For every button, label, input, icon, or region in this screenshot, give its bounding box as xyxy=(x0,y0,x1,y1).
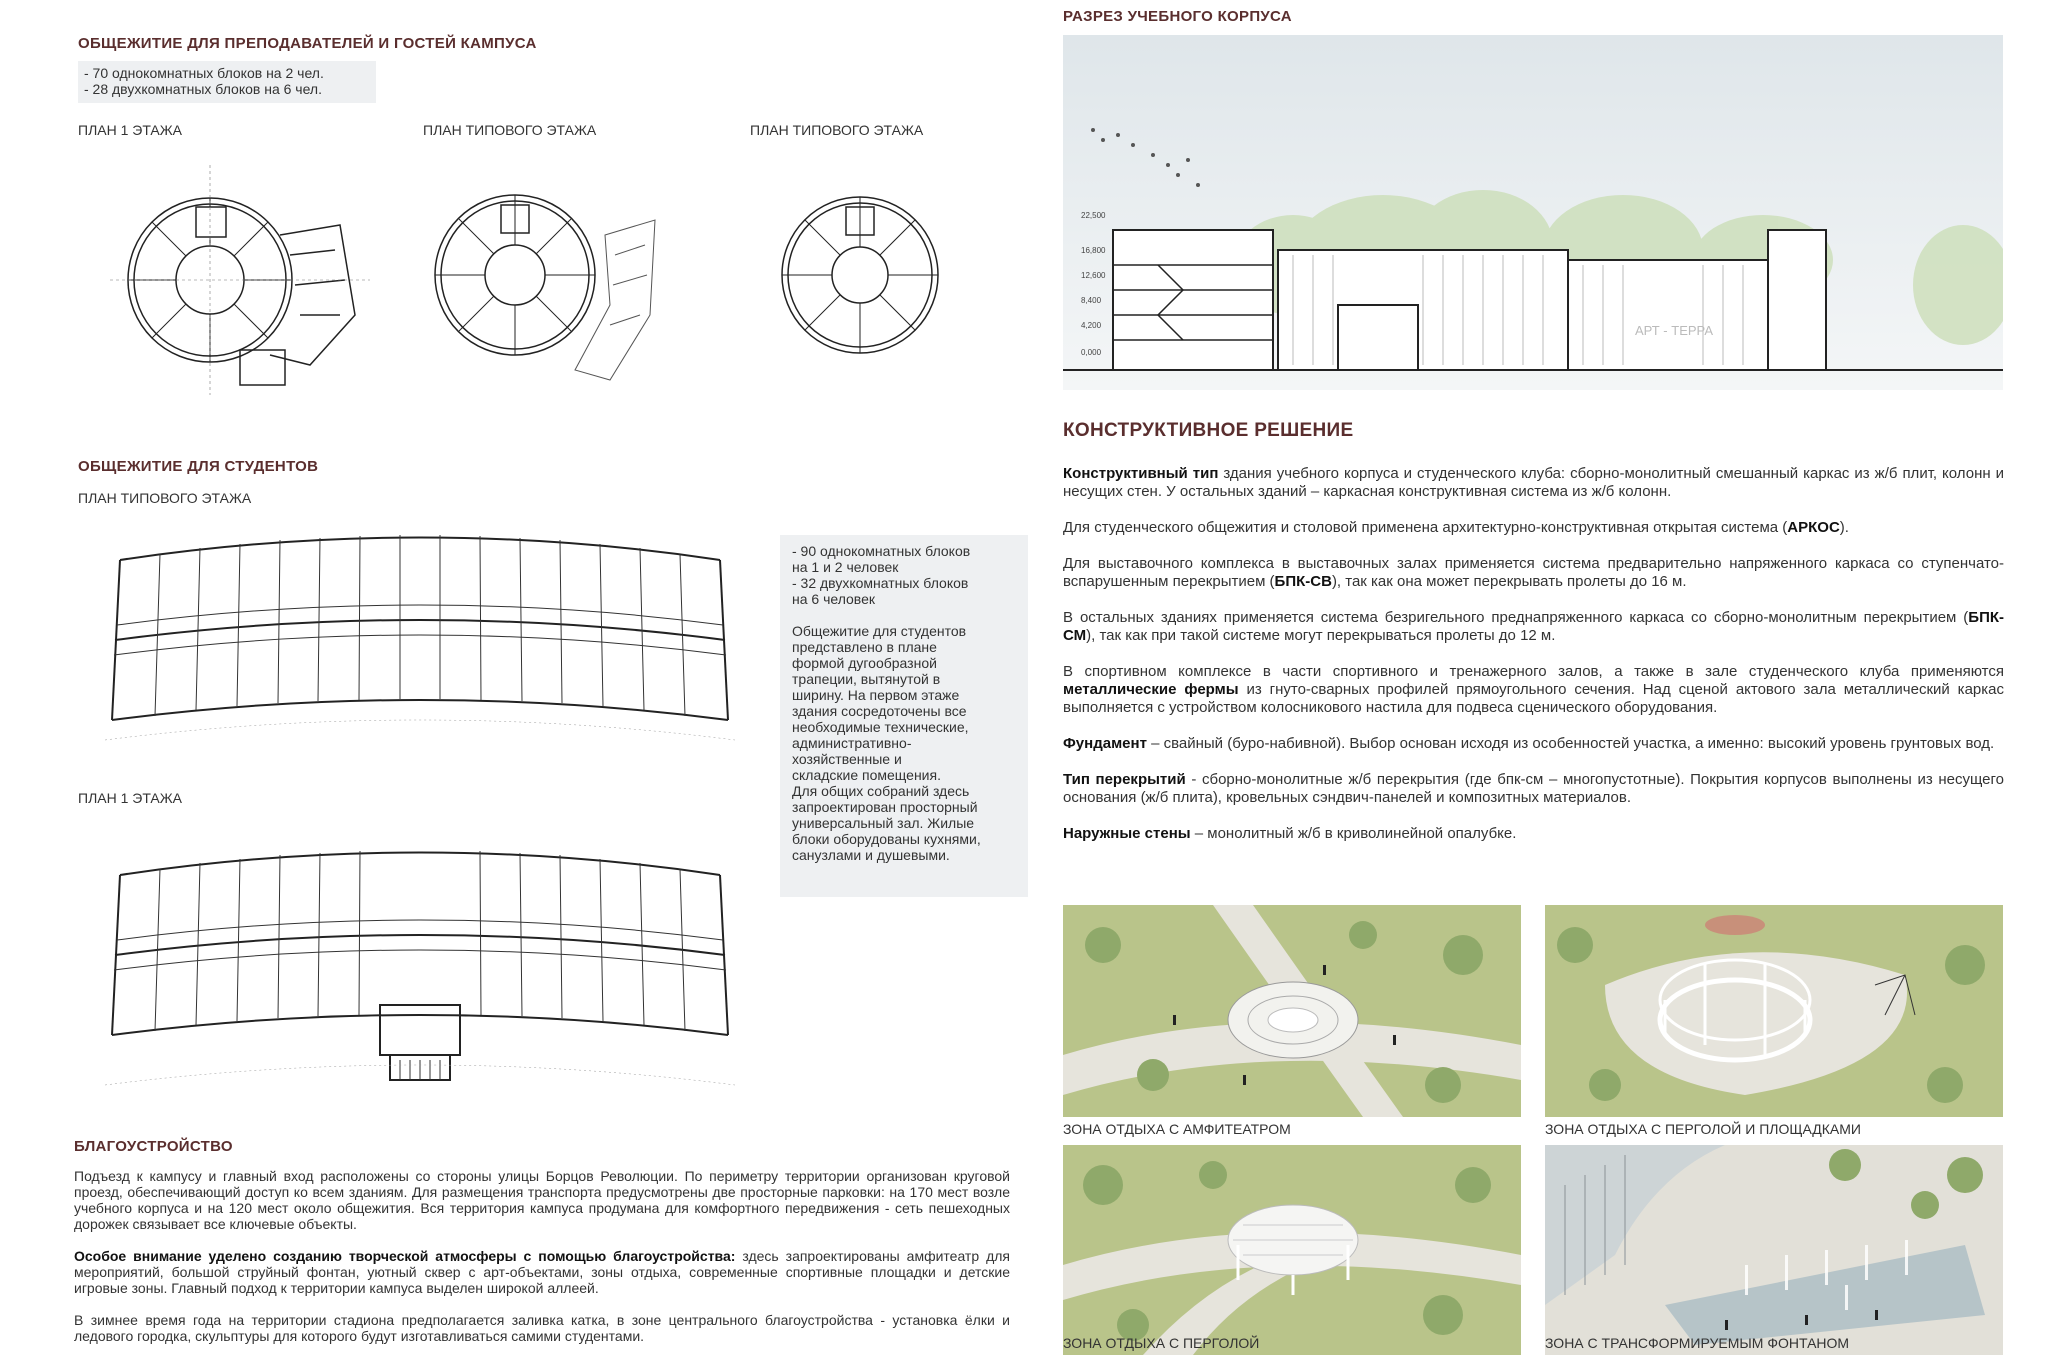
section-title: РАЗРЕЗ УЧЕБНОГО КОРПУСА xyxy=(1063,8,1292,25)
description-line: Общежитие для студентов xyxy=(792,623,967,639)
structure-paragraph-4 xyxy=(1063,609,2004,645)
description-line: запроектирован просторный xyxy=(792,799,978,815)
structure-text xyxy=(1063,465,2004,861)
structure-bold: Фундамент xyxy=(1063,735,1147,752)
render-caption-1: ЗОНА ОТДЫХА С АМФИТЕАТРОМ xyxy=(1063,1121,1291,1137)
landscaping-paragraph-1: Подъезд к кампусу и главный вход расположены со стороны улицы Борцов Революции. По периметру территории организован круговой проезд, обеспечивающий доступ ко всем зданиям. Для размещения транспорта предусмотрены две просторные парковки: на 170 мест возле учебного корпуса и на 120 мест около общежития. Вся территория кампуса продумана для комфортного передвижения - сеть пешеходных дорожек связывает все ключевые объекты. xyxy=(74,1168,1010,1232)
structure-paragraph-1 xyxy=(1063,465,2004,501)
level-label: 4,200 xyxy=(1081,321,1102,330)
level-label: 22,500 xyxy=(1081,211,1106,220)
structure-bold: Тип перекрытий xyxy=(1063,771,1186,788)
landscaping-title: БЛАГОУСТРОЙСТВО xyxy=(74,1138,233,1155)
faculty-dorm-note xyxy=(78,61,376,103)
description-line: формой дугообразной xyxy=(792,655,937,671)
landscaping-rest: здесь запроектированы амфитеатр для мероприятий, большой струйный фонтан, уютный сквер с арт-объектами, зоны отдыха, современные спортивные площадки и детские игровые зоны. Главный подход к территории кампуса выделен широкой аллеей. xyxy=(74,1248,1010,1296)
structure-bold: АРКОС xyxy=(1787,519,1840,536)
render-fountain xyxy=(1545,1145,2003,1355)
description-line: необходимые технические, xyxy=(792,719,969,735)
landscaping-bold: Особое внимание уделено созданию творческой атмосферы с помощью благоустройства: xyxy=(74,1248,736,1264)
plan-label-2: ПЛАН ТИПОВОГО ЭТАЖА xyxy=(423,122,597,138)
structure-text-part: Для выставочного комплекса в выставочных залах применяется система предварительно напряженного каркаса со ступенчато-вспарушенным перекрытием ( xyxy=(1063,555,2004,590)
faculty-plan-typical-floor-2 xyxy=(760,165,960,395)
render-caption-2: ЗОНА ОТДЫХА С ПЕРГОЛОЙ И ПЛОЩАДКАМИ xyxy=(1545,1121,1861,1137)
student-plan-typical xyxy=(100,520,740,750)
render-caption-4: ЗОНА С ТРАНСФОРМИРУЕМЫМ ФОНТАНОМ xyxy=(1545,1335,1850,1351)
description-line: представлено в плане xyxy=(792,639,937,655)
note-line: - 28 двухкомнатных блоков на 6 чел. xyxy=(84,81,322,97)
level-label: 12,600 xyxy=(1081,271,1106,280)
description-line: трапеции, вытянутой в xyxy=(792,671,941,687)
faculty-dorm-title: ОБЩЕЖИТИЕ ДЛЯ ПРЕПОДАВАТЕЛЕЙ И ГОСТЕЙ КАМПУСА xyxy=(78,35,537,52)
render-pergola xyxy=(1063,1145,1521,1355)
description-line: ширину. На первом этаже xyxy=(792,687,960,703)
note-line: - 90 однокомнатных блоков xyxy=(792,543,971,559)
structure-rest: - сборно-монолитные ж/б перекрытия (где бпк-см – многопустотные). Покрытия корпусов выполнены из несущего основания (ж/б плита), кровельных сэндвич-панелей и композитных материалов. xyxy=(1063,771,2004,806)
render-pergola-playgrounds xyxy=(1545,905,2003,1117)
description-line: административно- xyxy=(792,735,912,751)
note-line: на 1 и 2 человек xyxy=(792,559,899,575)
note-line: - 70 однокомнатных блоков на 2 чел. xyxy=(84,65,324,81)
structure-text-part: В остальных зданиях применяется система безригельного преднапряженного каркаса со сборно-монолитным перекрытием ( xyxy=(1063,609,1969,626)
structure-paragraph-8 xyxy=(1063,825,2004,843)
structure-paragraph-7 xyxy=(1063,771,2004,807)
student-first-label: ПЛАН 1 ЭТАЖА xyxy=(78,790,183,806)
faculty-plan-first-floor xyxy=(110,165,370,395)
structure-rest: – монолитный ж/б в криволинейной опалубке. xyxy=(1190,825,1517,842)
level-label: 16,800 xyxy=(1081,246,1106,255)
render-caption-3: ЗОНА ОТДЫХА С ПЕРГОЛОЙ xyxy=(1063,1335,1260,1351)
description-line: санузлами и душевыми. xyxy=(792,847,950,863)
structure-bold: металлические фермы xyxy=(1063,681,1239,698)
structure-text-part: ), так как при такой системе могут перекрываться пролеты до 12 м. xyxy=(1086,627,1556,644)
level-label: 0,000 xyxy=(1081,348,1102,357)
structure-text-part: В спортивном комплексе в части спортивного и тренажерного залов, а также в зале студенческого клуба применяются xyxy=(1063,663,2004,680)
note-line: на 6 человек xyxy=(792,591,876,607)
level-label: 8,400 xyxy=(1081,296,1102,305)
description-line: складские помещения. xyxy=(792,767,941,783)
plan-label-1: ПЛАН 1 ЭТАЖА xyxy=(78,122,183,138)
student-plan-first xyxy=(100,825,740,1095)
faculty-plan-typical-floor-1 xyxy=(415,165,675,395)
render-amphitheatre xyxy=(1063,905,1521,1117)
structure-title: КОНСТРУКТИВНОЕ РЕШЕНИЕ xyxy=(1063,420,1354,441)
structure-bold: Наружные стены xyxy=(1063,825,1191,842)
section-drawing xyxy=(1063,35,2003,390)
student-typical-label: ПЛАН ТИПОВОГО ЭТАЖА xyxy=(78,490,252,506)
description-line: здания сосредоточены все xyxy=(792,703,967,719)
description-line: хозяйственные и xyxy=(792,751,902,767)
structure-rest: здания учебного корпуса и студенческого клуба: сборно-монолитный смешанный каркас из ж/б плит, колонн и несущих стен. У остальных зданий – каркасная конструктивная система из ж/б колонн. xyxy=(1063,465,2005,500)
structure-paragraph-5 xyxy=(1063,663,2004,717)
description-line: универсальный зал. Жилые xyxy=(792,815,975,831)
structure-bold: БПК-СВ xyxy=(1274,573,1332,590)
structure-bold: БПК-СМ xyxy=(1063,609,2004,644)
section-sign: АРТ - ТЕРРА xyxy=(1635,323,1714,338)
student-dorm-note xyxy=(780,535,1028,897)
plan-label-3: ПЛАН ТИПОВОГО ЭТАЖА xyxy=(750,122,924,138)
structure-paragraph-3 xyxy=(1063,555,2004,591)
landscaping-text xyxy=(74,1168,1010,1360)
structure-text-part: Для студенческого общежития и столовой применена архитектурно-конструктивная открытая система ( xyxy=(1063,519,1788,536)
landscaping-paragraph-3: В зимнее время года на территории стадиона предполагается заливка катка, в зоне центрального благоустройства - установка ёлки и ледового городка, скульптуры для которого будут изготавливаться самими студентами. xyxy=(74,1312,1010,1344)
description-line: Для общих собраний здесь xyxy=(792,783,970,799)
structure-text-part: из гнуто-сварных профилей прямоугольного сечения. Над сценой актового зала металлический каркас выполняется с устройством колосникового настила для подвеса сценического оборудования. xyxy=(1063,681,2004,716)
landscaping-paragraph-2 xyxy=(74,1248,1010,1296)
note-line: - 32 двухкомнатных блоков xyxy=(792,575,969,591)
student-dorm-title: ОБЩЕЖИТИЕ ДЛЯ СТУДЕНТОВ xyxy=(78,458,319,475)
structure-text-part: ). xyxy=(1839,519,1849,536)
structure-paragraph-2 xyxy=(1063,519,2004,537)
structure-bold: Конструктивный тип xyxy=(1063,465,1219,482)
structure-paragraph-6 xyxy=(1063,735,2004,753)
description-line: блоки оборудованы кухнями, xyxy=(792,831,981,847)
structure-rest: – свайный (буро-набивной). Выбор основан исходя из особенностей участка, а именно: высокий уровень грунтовых вод. xyxy=(1146,735,1995,752)
structure-text-part: ), так как она может перекрывать пролеты до 16 м. xyxy=(1331,573,1687,590)
